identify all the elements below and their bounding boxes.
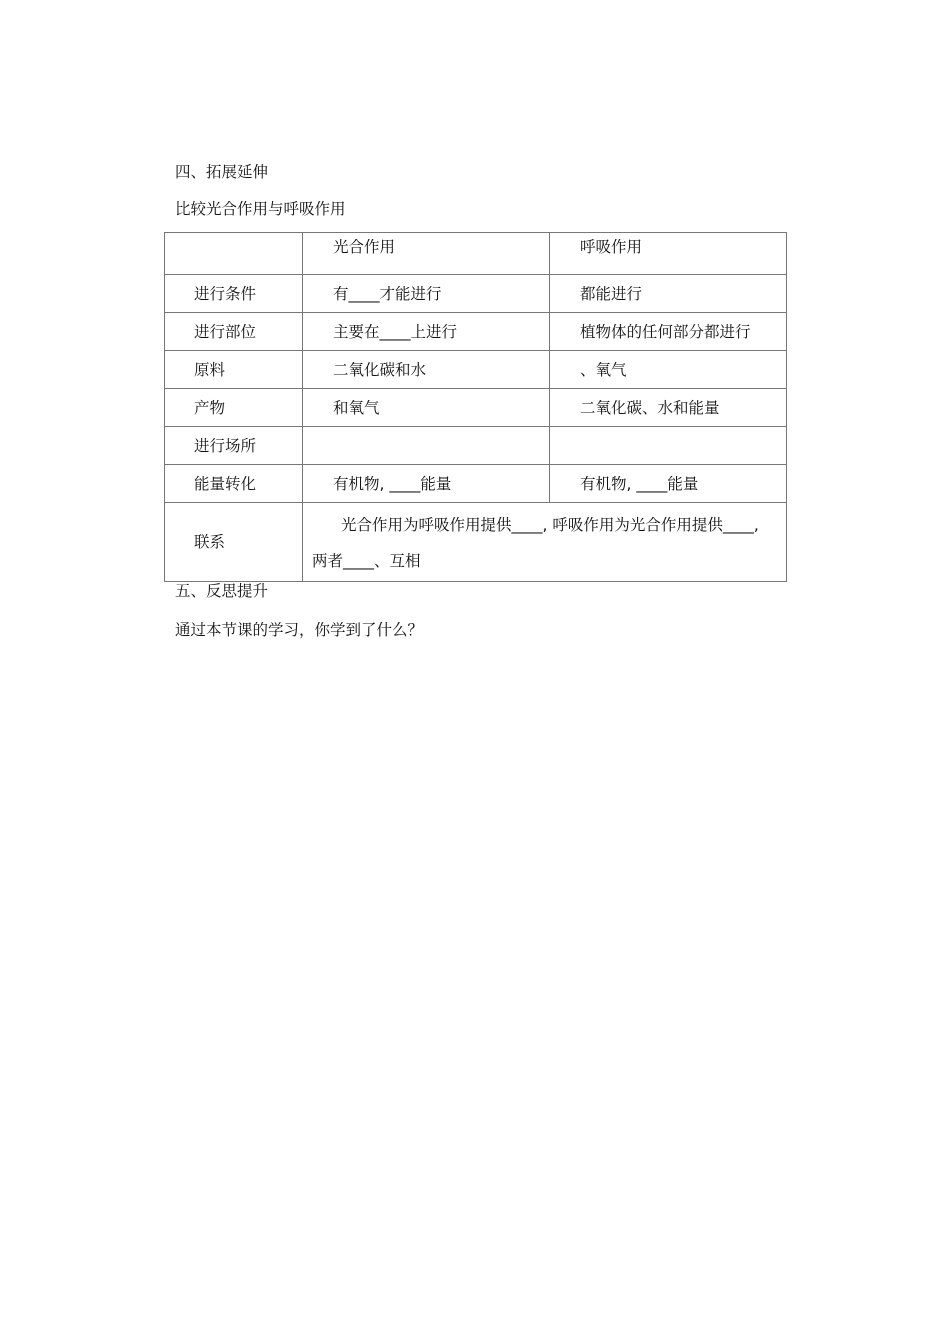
photosynthesis-cell: 二氧化碳和水 <box>303 351 550 389</box>
photosynthesis-cell: 主要在____上进行 <box>303 313 550 351</box>
photosynthesis-cell <box>303 427 550 465</box>
respiration-cell: 都能进行 <box>550 275 787 313</box>
header-cell-empty <box>165 233 303 275</box>
relation-line-2: 两者____、互相 <box>312 552 421 570</box>
row-label: 原料 <box>165 351 303 389</box>
table-header-row <box>165 233 787 275</box>
table-row <box>165 465 787 503</box>
photosynthesis-cell: 和氧气 <box>303 389 550 427</box>
table-row <box>165 313 787 351</box>
row-label: 联系 <box>165 503 303 582</box>
photosynthesis-cell: 有____才能进行 <box>303 275 550 313</box>
row-label: 进行部位 <box>165 313 303 351</box>
row-label: 进行条件 <box>165 275 303 313</box>
header-respiration: 呼吸作用 <box>550 233 787 275</box>
relation-line-1: 光合作用为呼吸作用提供____, 呼吸作用为光合作用提供____, <box>341 516 759 534</box>
row-label: 产物 <box>165 389 303 427</box>
row-label: 能量转化 <box>165 465 303 503</box>
photosynthesis-cell: 有机物, ____能量 <box>303 465 550 503</box>
comparison-subtitle: 比较光合作用与呼吸作用 <box>175 200 346 218</box>
respiration-cell: 有机物, ____能量 <box>550 465 787 503</box>
respiration-cell: 二氧化碳、水和能量 <box>550 389 787 427</box>
table-row <box>165 275 787 313</box>
respiration-cell: 植物体的任何部分都进行 <box>550 313 787 351</box>
respiration-cell: 、氧气 <box>550 351 787 389</box>
comparison-table <box>164 232 787 582</box>
table-row <box>165 427 787 465</box>
respiration-cell <box>550 427 787 465</box>
row-label: 进行场所 <box>165 427 303 465</box>
section-five-heading: 五、反思提升 <box>175 582 269 600</box>
relation-row <box>165 503 787 582</box>
header-photosynthesis: 光合作用 <box>303 233 550 275</box>
table-row <box>165 389 787 427</box>
relation-cell <box>303 503 787 582</box>
section-four-heading: 四、拓展延伸 <box>175 163 269 181</box>
reflection-question: 通过本节课的学习，你学到了什么？ <box>175 621 424 639</box>
table-row <box>165 351 787 389</box>
